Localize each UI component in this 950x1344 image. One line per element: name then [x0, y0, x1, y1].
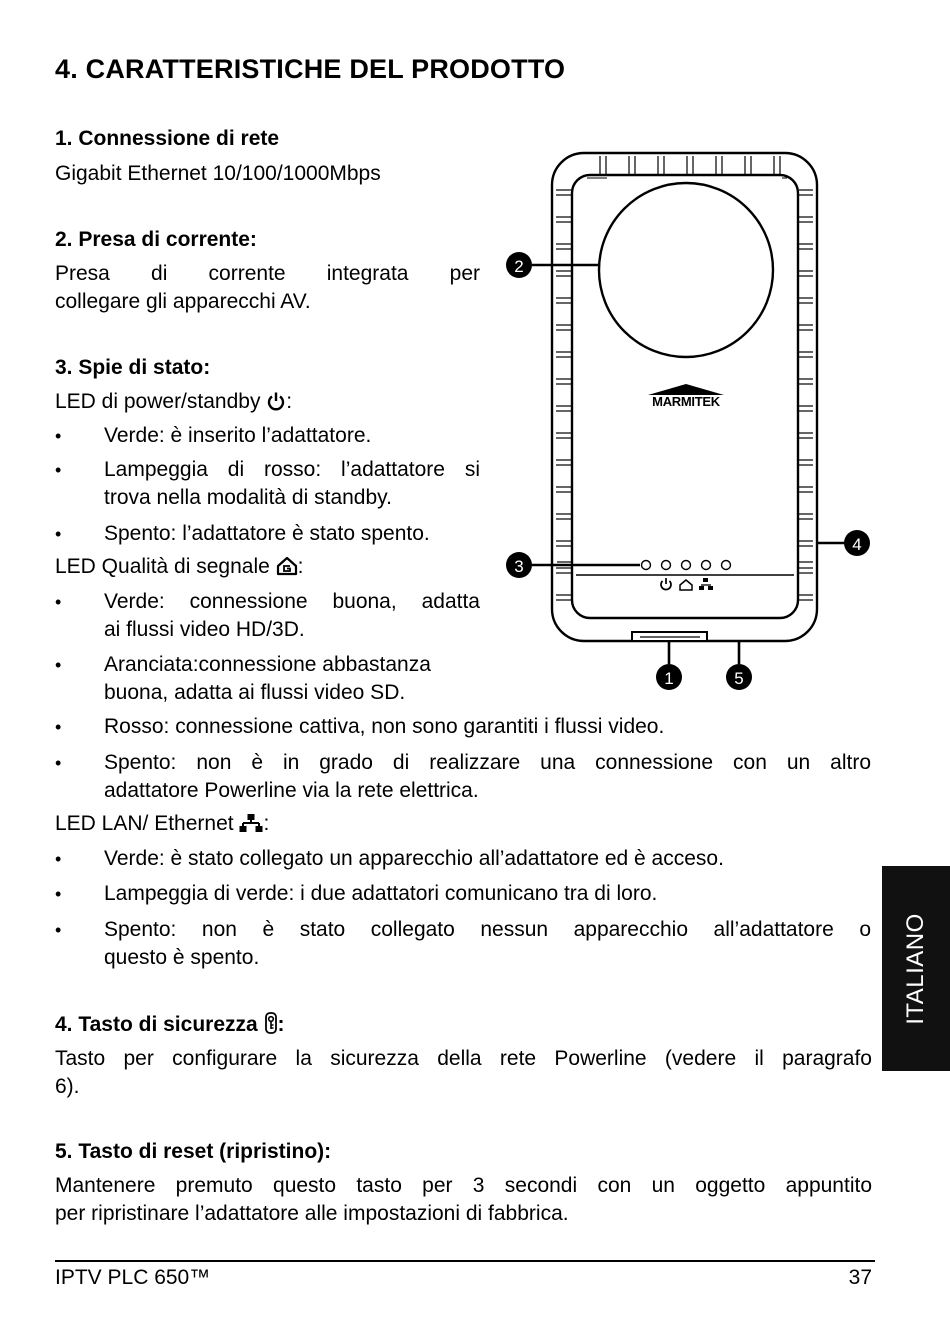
power-icon — [266, 391, 286, 419]
footer-product: IPTV PLC 650™ — [55, 1266, 211, 1289]
section-2-line-1: Presa di corrente integrata per — [55, 262, 480, 285]
bullet-dot-icon: • — [55, 753, 62, 773]
svg-text:5: 5 — [734, 669, 744, 688]
bullet-dot-icon: • — [55, 884, 62, 904]
callout-4 — [844, 530, 870, 556]
lan-item-2: Lampeggia di verde: i due adattatori comunicano tra di loro. — [104, 882, 658, 905]
bullet-dot-icon: • — [55, 717, 62, 737]
callout-2 — [506, 252, 532, 278]
page-title: 4. CARATTERISTICHE DEL PRODOTTO — [55, 54, 566, 84]
lan-item-3-line-2: questo è spento. — [104, 946, 260, 969]
led-lan-label — [55, 810, 269, 841]
led-power-text: LED di power/standby — [55, 390, 261, 413]
network-icon — [239, 813, 263, 841]
led-lan-colon: : — [263, 812, 270, 835]
lan-item-3-line-1: Spento: non è stato collegato nessun apparecchio all’adattatore o — [104, 918, 871, 941]
section-5-line-2: per ripristinare l’adattatore alle impostazioni di fabbrica. — [55, 1202, 569, 1225]
signal-item-4-line-1: Spento: non è in grado di realizzare una connessione con un altro — [104, 751, 871, 774]
svg-text:2: 2 — [514, 257, 524, 276]
bullet-dot-icon: • — [55, 524, 62, 544]
bullet-dot-icon: • — [55, 920, 62, 940]
footer-rule — [55, 1260, 875, 1262]
power-item-2-line-1: Lampeggia di rosso: l’adattatore si — [104, 458, 480, 481]
signal-item-3: Rosso: connessione cattiva, non sono garantiti i flussi video. — [104, 715, 665, 738]
language-label: ITALIANO — [902, 912, 929, 1025]
security-key-icon — [264, 1012, 278, 1040]
callout-5 — [726, 664, 752, 690]
section-4-heading — [55, 1012, 285, 1040]
power-item-3: Spento: l’adattatore è stato spento. — [104, 522, 430, 545]
section-2-line-2: collegare gli apparecchi AV. — [55, 290, 311, 313]
signal-item-1-line-1: Verde: connessione buona, adatta — [104, 590, 480, 613]
bullet-dot-icon: • — [55, 426, 62, 446]
section-4-line-1: Tasto per configurare la sicurezza della rete Powerline (vedere il paragrafo — [55, 1047, 872, 1070]
svg-text:4: 4 — [852, 535, 862, 554]
lan-item-1: Verde: è stato collegato un apparecchio all’adattatore ed è acceso. — [104, 847, 724, 870]
bullet-dot-icon: • — [55, 849, 62, 869]
bullet-dot-icon: • — [55, 592, 62, 612]
section-3-heading: 3. Spie di stato: — [55, 356, 211, 379]
home-signal-icon — [276, 556, 298, 584]
svg-text:3: 3 — [514, 557, 524, 576]
led-lan-text: LED LAN/ Ethernet — [55, 812, 234, 835]
brand-logo-text: MARMITEK — [652, 394, 720, 409]
section-1-heading: 1. Connessione di rete — [55, 127, 280, 150]
signal-item-1-line-2: ai flussi video HD/3D. — [104, 618, 305, 641]
callout-3 — [506, 552, 532, 578]
section-5-heading: 5. Tasto di reset (ripristino): — [55, 1140, 332, 1163]
section-4-line-2: 6). — [55, 1075, 80, 1098]
section-1-text: Gigabit Ethernet 10/100/1000Mbps — [55, 162, 381, 185]
signal-item-2-line-1: Aranciata:connessione abbastanza — [104, 653, 431, 676]
page-number: 37 — [848, 1266, 872, 1289]
signal-item-4-line-2: adattatore Powerline via la rete elettrica. — [104, 779, 479, 802]
power-item-2-line-2: trova nella modalità di standby. — [104, 486, 392, 509]
power-socket — [599, 183, 773, 357]
section-2-heading: 2. Presa di corrente: — [55, 228, 257, 251]
svg-text:1: 1 — [664, 669, 674, 688]
bullet-dot-icon: • — [55, 460, 62, 480]
led-signal-label — [55, 553, 304, 584]
led-power-label — [55, 388, 292, 419]
section-4-heading-text: 4. Tasto di sicurezza — [55, 1013, 258, 1036]
device-figure — [500, 145, 880, 705]
led-signal-text: LED Qualità di segnale — [55, 555, 270, 578]
bullet-dot-icon: • — [55, 655, 62, 675]
section-5-line-1: Mantenere premuto questo tasto per 3 secondi con un oggetto appuntito — [55, 1174, 872, 1197]
led-signal-colon: : — [297, 555, 304, 578]
signal-item-2-line-2: buona, adatta ai flussi video SD. — [104, 681, 406, 704]
callout-1 — [656, 664, 682, 690]
language-side-tab — [882, 866, 950, 1071]
power-item-1: Verde: è inserito l’adattatore. — [104, 424, 372, 447]
led-power-colon: : — [286, 390, 293, 413]
section-4-colon: : — [277, 1013, 285, 1036]
